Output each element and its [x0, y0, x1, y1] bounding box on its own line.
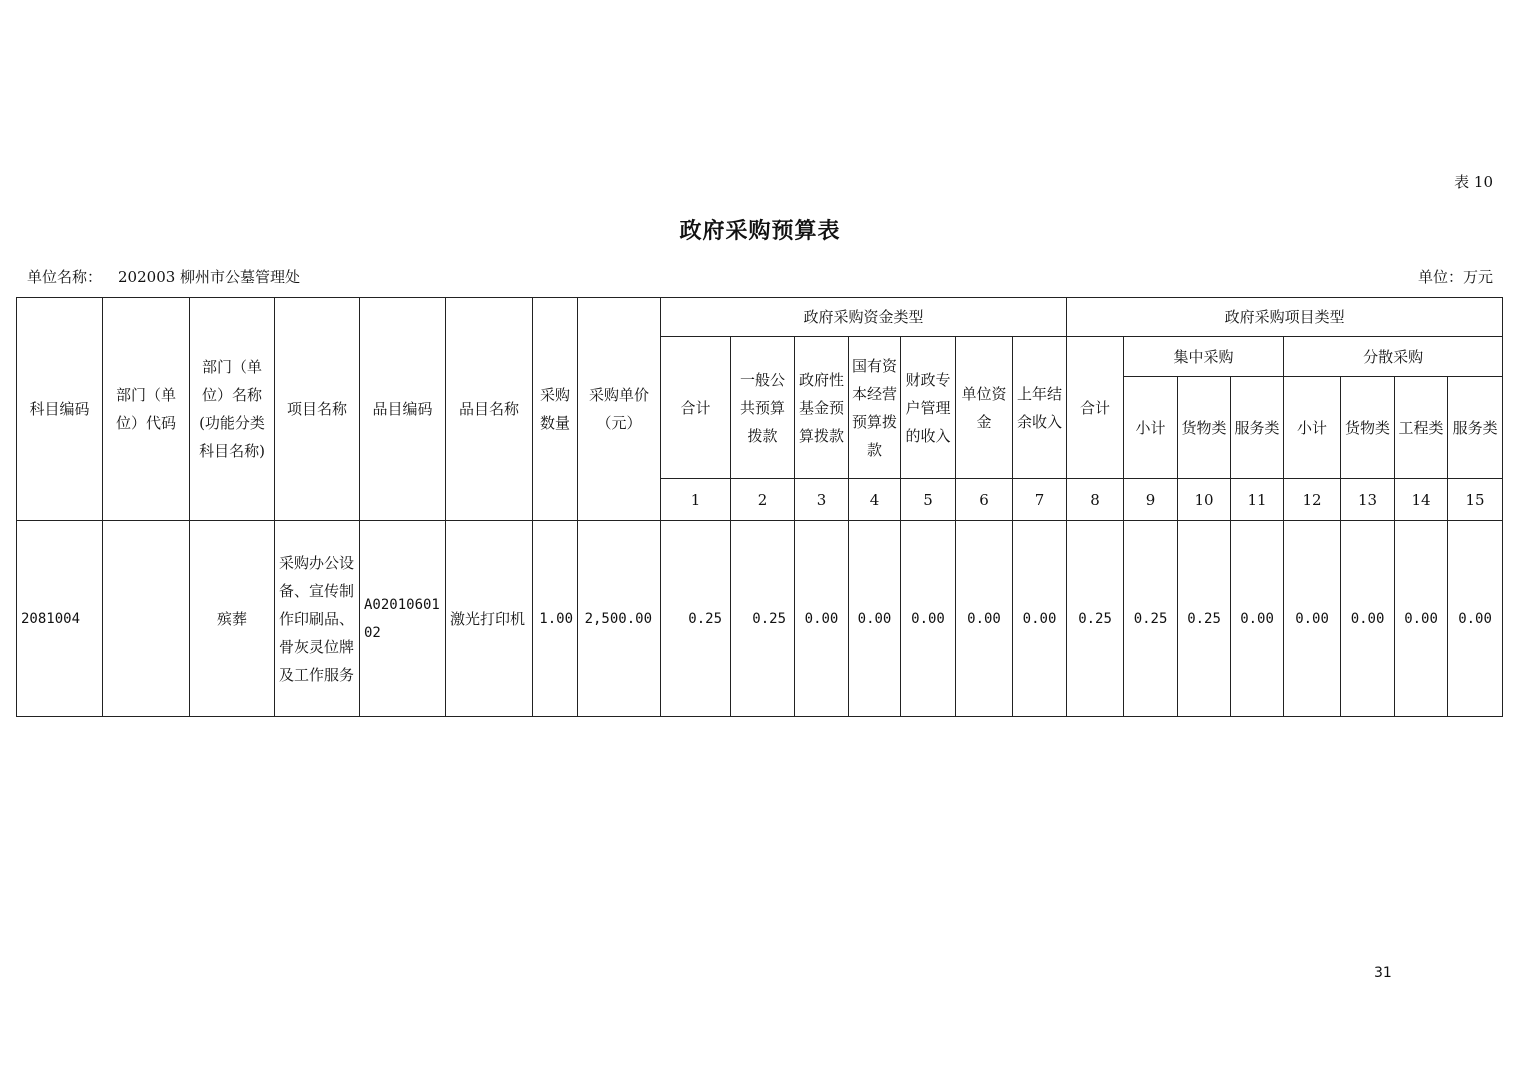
header-item-code: 品目编码 — [360, 298, 446, 521]
cell-value: 0.25 — [1178, 521, 1231, 717]
cell-value: 0.00 — [1341, 521, 1395, 717]
cell-value: 0.00 — [849, 521, 901, 717]
cell-dept-name: 殡葬 — [190, 521, 275, 717]
cell-value: 0.00 — [1231, 521, 1284, 717]
cell-value: 0.00 — [956, 521, 1013, 717]
cell-value: 0.00 — [1284, 521, 1341, 717]
cell-unit-price: 2,500.00 — [578, 521, 661, 717]
header-project-name: 项目名称 — [275, 298, 360, 521]
unit-name — [27, 266, 300, 287]
cell-value: 0.25 — [731, 521, 795, 717]
cell-quantity: 1.00 — [533, 521, 578, 717]
column-number: 6 — [956, 479, 1013, 521]
cell-value: 0.25 — [661, 521, 731, 717]
column-number: 5 — [901, 479, 956, 521]
header-dept-name: 部门（单位）名称(功能分类科目名称) — [190, 298, 275, 521]
header-dispersed-service: 服务类 — [1448, 377, 1503, 479]
column-number: 8 — [1067, 479, 1124, 521]
cell-project-name: 采购办公设备、宣传制作印刷品、骨灰灵位牌及工作服务 — [275, 521, 360, 717]
column-number: 14 — [1395, 479, 1448, 521]
cell-value: 0.25 — [1124, 521, 1178, 717]
header-proj-total: 合计 — [1067, 337, 1124, 479]
cell-value: 0.00 — [795, 521, 849, 717]
header-unit-price: 采购单价（元） — [578, 298, 661, 521]
cell-value: 0.25 — [1067, 521, 1124, 717]
budget-table — [16, 297, 1503, 717]
header-special-account: 财政专户管理的收入 — [901, 337, 956, 479]
column-number: 11 — [1231, 479, 1284, 521]
header-dept-code: 部门（单位）代码 — [103, 298, 190, 521]
column-number: 7 — [1013, 479, 1067, 521]
cell-value: 0.00 — [1013, 521, 1067, 717]
header-carryover: 上年结余收入 — [1013, 337, 1067, 479]
column-number: 10 — [1178, 479, 1231, 521]
column-number: 13 — [1341, 479, 1395, 521]
table-row — [17, 521, 1503, 717]
cell-dept-code — [103, 521, 190, 717]
table-number: 表 10 — [1454, 173, 1493, 191]
column-number: 12 — [1284, 479, 1341, 521]
header-project-type-group: 政府采购项目类型 — [1067, 298, 1503, 337]
cell-item-name: 激光打印机 — [446, 521, 533, 717]
header-item-name: 品目名称 — [446, 298, 533, 521]
cell-value: 0.00 — [1395, 521, 1448, 717]
header-state-capital: 国有资本经营预算拨款 — [849, 337, 901, 479]
header-unit-fund: 单位资金 — [956, 337, 1013, 479]
page-title: 政府采购预算表 — [679, 218, 841, 244]
column-number: 15 — [1448, 479, 1503, 521]
header-quantity: 采购数量 — [533, 298, 578, 521]
header-central-goods: 货物类 — [1178, 377, 1231, 479]
cell-subject-code: 2081004 — [17, 521, 103, 717]
cell-value: 0.00 — [1448, 521, 1503, 717]
header-subject-code: 科目编码 — [17, 298, 103, 521]
column-number: 3 — [795, 479, 849, 521]
header-central-group: 集中采购 — [1124, 337, 1284, 377]
header-fund-total: 合计 — [661, 337, 731, 479]
column-number: 1 — [661, 479, 731, 521]
header-dispersed-subtotal: 小计 — [1284, 377, 1341, 479]
header-general-budget: 一般公共预算拨款 — [731, 337, 795, 479]
cell-item-code: A0201060102 — [360, 521, 446, 717]
column-number: 2 — [731, 479, 795, 521]
unit-name-label: 单位名称： — [27, 268, 103, 286]
header-central-subtotal: 小计 — [1124, 377, 1178, 479]
column-number: 9 — [1124, 479, 1178, 521]
header-dispersed-group: 分散采购 — [1284, 337, 1503, 377]
unit-name-value: 202003 柳州市公墓管理处 — [118, 268, 301, 286]
column-number: 4 — [849, 479, 901, 521]
header-dispersed-engineering: 工程类 — [1395, 377, 1448, 479]
header-gov-fund: 政府性基金预算拨款 — [795, 337, 849, 479]
header-dispersed-goods: 货物类 — [1341, 377, 1395, 479]
header-fund-type-group: 政府采购资金类型 — [661, 298, 1067, 337]
money-unit: 单位：万元 — [1417, 268, 1493, 286]
header-central-service: 服务类 — [1231, 377, 1284, 479]
cell-value: 0.00 — [901, 521, 956, 717]
page-number: 31 — [1374, 965, 1392, 981]
